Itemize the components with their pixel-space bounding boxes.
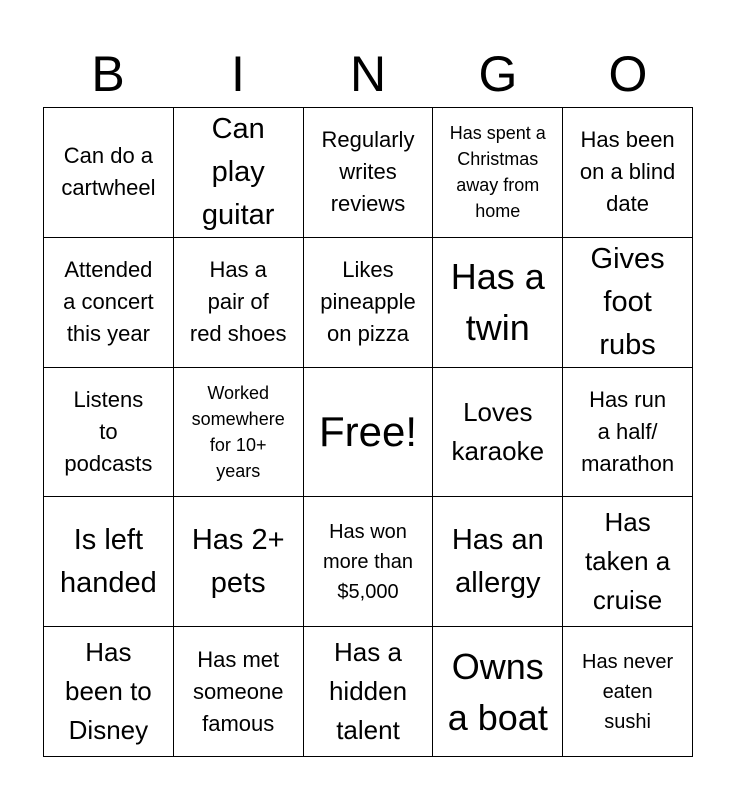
header-letter-o: O [608,46,648,102]
bingo-cell-r3c1[interactable]: Listens to podcasts [44,368,174,498]
header-letter-b: B [91,46,125,102]
bingo-cell-r1c2[interactable]: Can play guitar [174,108,304,238]
bingo-board [43,107,693,757]
bingo-cell-free[interactable]: Free! [304,368,434,498]
bingo-cell-r1c1[interactable]: Can do a cartwheel [44,108,174,238]
bingo-cell-r3c4[interactable]: Loves karaoke [433,368,563,498]
bingo-cell-r5c2[interactable]: Has met someone famous [174,627,304,757]
bingo-cell-r3c2[interactable]: Worked somewhere for 10+ years [174,368,304,498]
bingo-cell-r2c4[interactable]: Has a twin [433,238,563,368]
bingo-cell-r1c3[interactable]: Regularly writes reviews [304,108,434,238]
bingo-cell-r1c4[interactable]: Has spent a Christmas away from home [433,108,563,238]
bingo-header [43,44,693,104]
bingo-cell-r3c5[interactable]: Has run a half/ marathon [563,368,693,498]
header-letter-n: N [349,46,387,102]
bingo-cell-r4c4[interactable]: Has an allergy [433,497,563,627]
bingo-cell-r4c3[interactable]: Has won more than $5,000 [304,497,434,627]
bingo-cell-r2c1[interactable]: Attended a concert this year [44,238,174,368]
header-letter-g: G [478,46,518,102]
bingo-cell-r4c2[interactable]: Has 2+ pets [174,497,304,627]
bingo-cell-r2c2[interactable]: Has a pair of red shoes [174,238,304,368]
bingo-cell-r1c5[interactable]: Has been on a blind date [563,108,693,238]
bingo-cell-r2c5[interactable]: Gives foot rubs [563,238,693,368]
bingo-cell-r5c1[interactable]: Has been to Disney [44,627,174,757]
bingo-cell-r4c1[interactable]: Is left handed [44,497,174,627]
bingo-cell-r5c4[interactable]: Owns a boat [433,627,563,757]
bingo-cell-r5c3[interactable]: Has a hidden talent [304,627,434,757]
header-letter-i: I [231,46,245,102]
bingo-cell-r5c5[interactable]: Has never eaten sushi [563,627,693,757]
bingo-cell-r2c3[interactable]: Likes pineapple on pizza [304,238,434,368]
bingo-cell-r4c5[interactable]: Has taken a cruise [563,497,693,627]
